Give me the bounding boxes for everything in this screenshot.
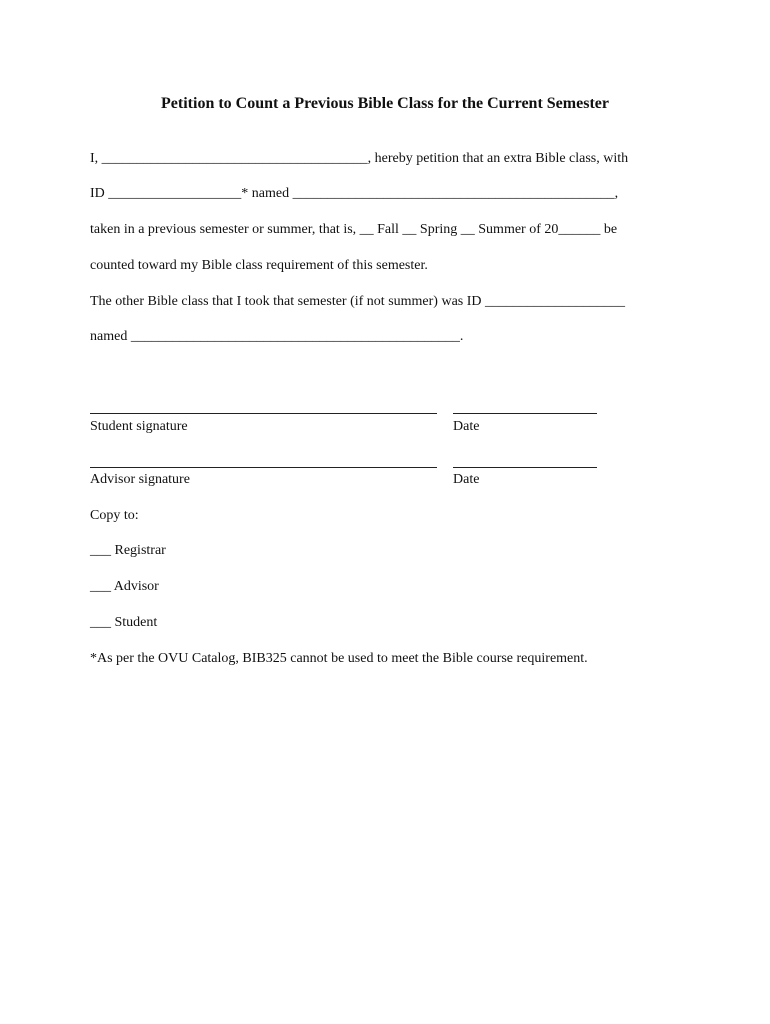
copy-to-heading: Copy to: xyxy=(90,508,139,523)
petition-line-semester: taken in a previous semester or summer, that is, __ Fall __ Spring __ Summer of 20______ be xyxy=(90,222,618,237)
copy-to-registrar: ___ Registrar xyxy=(90,543,166,558)
form-title: Petition to Count a Previous Bible Class for the Current Semester xyxy=(161,95,609,112)
petition-line-other-class: The other Bible class that I took that semester (if not summer) was ID ____________________ xyxy=(90,294,626,309)
student-signature-line xyxy=(90,413,437,414)
student-date-label: Date xyxy=(453,419,480,434)
student-signature-label: Student signature xyxy=(90,419,188,434)
petition-line-name: I, ______________________________________, hereby petition that an extra Bible class, with xyxy=(90,151,629,166)
copy-to-advisor: ___ Advisor xyxy=(90,579,159,594)
petition-line-id: ID ___________________* named ______________________________________________, xyxy=(90,186,619,201)
copy-to-student: ___ Student xyxy=(90,615,158,630)
advisor-date-line xyxy=(453,467,597,468)
petition-line-requirement: counted toward my Bible class requirement of this semester. xyxy=(90,258,428,273)
advisor-date-label: Date xyxy=(453,472,480,487)
advisor-signature-line xyxy=(90,467,437,468)
petition-line-other-named: named _______________________________________________. xyxy=(90,329,464,344)
advisor-signature-label: Advisor signature xyxy=(90,472,190,487)
catalog-footnote: *As per the OVU Catalog, BIB325 cannot be used to meet the Bible course requirement. xyxy=(90,651,588,666)
student-date-line xyxy=(453,413,597,414)
